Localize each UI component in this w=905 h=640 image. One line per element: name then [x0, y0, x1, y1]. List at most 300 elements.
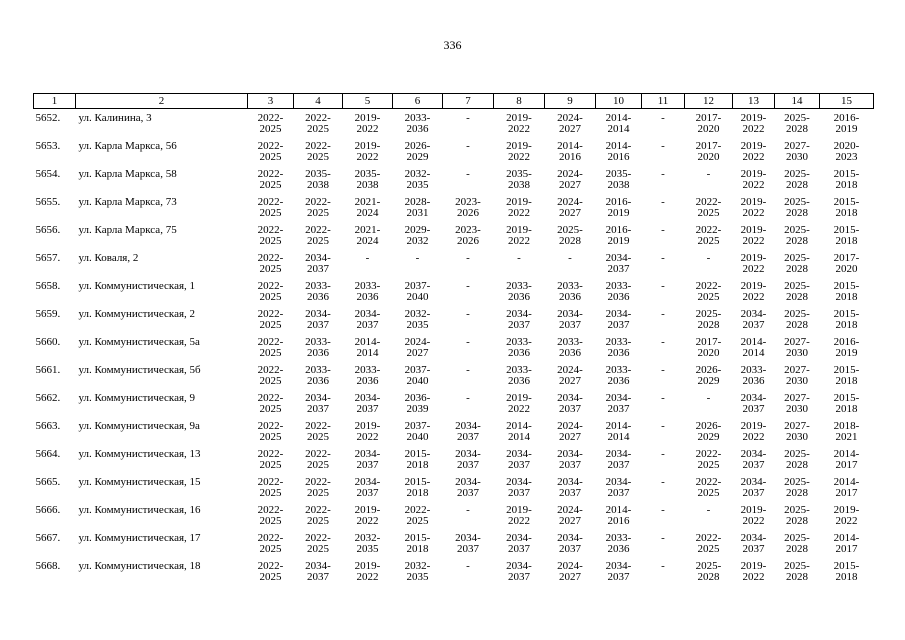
range-start: -	[365, 252, 370, 264]
range-end: 2025	[259, 262, 282, 275]
range-start: 2019-	[740, 504, 767, 516]
range-start: -	[661, 560, 665, 572]
year-range-cell	[294, 533, 343, 561]
year-range-cell	[820, 505, 874, 533]
year-range-cell	[775, 561, 820, 589]
range-start: 2025-	[695, 560, 722, 572]
range-end: 2018	[835, 206, 858, 219]
range-start: -	[466, 364, 470, 376]
range-start: 2014-	[605, 112, 632, 124]
year-range-cell	[733, 449, 775, 477]
range-start: 2014-	[506, 420, 532, 432]
range-start: 2022-	[305, 532, 331, 544]
year-range-cell	[443, 253, 494, 281]
table-row	[34, 141, 874, 169]
range-end: 2037	[607, 458, 630, 471]
range-start: 2032-	[404, 308, 431, 320]
year-range-cell	[642, 449, 685, 477]
range-end: 2026	[456, 206, 479, 219]
year-range-cell	[820, 421, 874, 449]
range-end: 2037	[507, 542, 530, 555]
range-end: 2028	[785, 458, 808, 471]
year-range-cell	[443, 561, 494, 589]
range-start: 2033-	[605, 364, 632, 376]
year-range-cell	[642, 533, 685, 561]
year-range-cell	[596, 109, 642, 142]
year-range-cell	[775, 421, 820, 449]
year-range-cell	[775, 505, 820, 533]
range-end: 2022	[742, 122, 765, 135]
range-end: 2030	[785, 346, 808, 359]
year-range-cell	[596, 309, 642, 337]
range-start: 2022-	[257, 140, 284, 152]
year-range-cell	[494, 561, 545, 589]
table-row	[34, 533, 874, 561]
range-end: 2035	[406, 570, 429, 583]
year-range-cell	[494, 197, 545, 225]
row-number: 5659.	[35, 308, 61, 320]
range-start: 2034-	[455, 420, 481, 432]
range-start: -	[661, 112, 665, 124]
year-range-cell	[393, 141, 443, 169]
year-range-cell	[642, 253, 685, 281]
row-number: 5665.	[35, 476, 61, 488]
range-start: 2025-	[557, 224, 583, 236]
range-end: 2022	[507, 234, 530, 247]
range-end: 2028	[785, 206, 808, 219]
range-start: -	[661, 196, 665, 208]
year-range-cell	[733, 337, 775, 365]
range-start: -	[706, 252, 711, 264]
range-end: 2037	[356, 486, 379, 499]
range-start: 2034-	[605, 448, 632, 460]
year-range-cell	[642, 337, 685, 365]
range-end: 2037	[607, 318, 630, 331]
range-start: 2033-	[557, 336, 583, 348]
range-start: 2034-	[506, 532, 532, 544]
range-start: 2014-	[557, 140, 583, 152]
range-end: 2028	[785, 178, 808, 191]
range-end: 2025	[306, 150, 329, 163]
range-start: 2027-	[784, 420, 810, 432]
range-end: 2036	[507, 346, 530, 359]
year-range-cell	[545, 561, 596, 589]
year-range-cell	[248, 337, 294, 365]
address-cell: ул. Коммунистическая, 2	[78, 308, 196, 320]
range-end: 2037	[306, 318, 329, 331]
range-end: 2036	[558, 346, 581, 359]
year-range-cell	[494, 533, 545, 561]
year-range-cell	[248, 505, 294, 533]
year-range-cell	[443, 197, 494, 225]
year-range-cell	[443, 169, 494, 197]
range-end: 2036	[607, 374, 630, 387]
year-range-cell	[343, 449, 393, 477]
table-row	[34, 561, 874, 589]
range-end: 2014	[356, 346, 379, 359]
range-start: 2015-	[404, 532, 431, 544]
row-number: 5658.	[35, 280, 61, 292]
range-start: 2015-	[833, 224, 860, 236]
range-end: 2022	[356, 570, 379, 583]
range-start: 2037-	[404, 364, 431, 376]
address-cell: ул. Коммунистическая, 9	[78, 392, 196, 404]
range-start: 2026-	[695, 420, 722, 432]
range-end: 2025	[406, 514, 429, 527]
range-end: 2037	[742, 542, 765, 555]
range-end: 2025	[259, 234, 282, 247]
range-end: 2022	[507, 514, 530, 527]
range-end: 2024	[356, 206, 379, 219]
year-range-cell	[393, 309, 443, 337]
range-start: 2025-	[784, 532, 810, 544]
range-start: 2014-	[833, 532, 860, 544]
range-end: 2038	[356, 178, 379, 191]
range-start: -	[661, 476, 665, 488]
range-start: 2027-	[784, 336, 810, 348]
year-range-cell	[685, 197, 733, 225]
year-range-cell	[545, 197, 596, 225]
year-range-cell	[294, 253, 343, 281]
year-range-cell	[494, 505, 545, 533]
address-cell: ул. Карла Маркса, 73	[78, 196, 177, 208]
range-end: 2028	[785, 570, 808, 583]
year-range-cell	[733, 393, 775, 421]
address-cell: ул. Коммунистическая, 1	[78, 280, 196, 292]
year-range-cell	[343, 109, 393, 142]
range-end: 2038	[507, 178, 530, 191]
range-start: -	[661, 532, 665, 544]
range-end: 2035	[406, 178, 429, 191]
range-start: 2022-	[695, 476, 722, 488]
range-start: 2033-	[506, 336, 532, 348]
range-start: 2020-	[833, 140, 860, 152]
column-header: 15	[820, 94, 874, 109]
range-start: 2034-	[305, 560, 331, 572]
range-start: 2019-	[354, 140, 381, 152]
range-end: 2014	[742, 346, 765, 359]
range-start: 2019-	[740, 420, 767, 432]
range-end: 2037	[356, 458, 379, 471]
range-start: 2022-	[257, 448, 284, 460]
range-end: 2037	[456, 458, 479, 471]
year-range-cell	[820, 449, 874, 477]
range-start: 2022-	[257, 252, 284, 264]
range-end: 2025	[697, 542, 720, 555]
year-range-cell	[393, 281, 443, 309]
range-end: 2017	[835, 458, 858, 471]
range-start: 2034-	[354, 308, 381, 320]
range-start: 2034-	[557, 532, 583, 544]
year-range-cell	[820, 197, 874, 225]
range-start: 2036-	[404, 392, 431, 404]
range-start: 2014-	[740, 336, 767, 348]
row-number: 5653.	[35, 140, 61, 152]
year-range-cell	[294, 337, 343, 365]
year-range-cell	[685, 449, 733, 477]
range-end: 2027	[558, 570, 581, 583]
range-start: -	[517, 252, 521, 264]
range-start: 2015-	[833, 392, 860, 404]
range-start: 2024-	[557, 560, 583, 572]
range-end: 2037	[558, 318, 581, 331]
range-start: 2024-	[557, 420, 583, 432]
range-start: 2022-	[305, 504, 331, 516]
range-end: 2029	[697, 430, 720, 443]
year-range-cell	[494, 421, 545, 449]
range-end: 2018	[835, 234, 858, 247]
year-range-cell	[494, 449, 545, 477]
header-row	[34, 94, 874, 109]
range-start: 2018-	[833, 420, 860, 432]
range-end: 2017	[835, 542, 858, 555]
column-header: 8	[494, 94, 545, 109]
range-end: 2018	[835, 178, 858, 191]
year-range-cell	[393, 533, 443, 561]
range-end: 2037	[742, 458, 765, 471]
range-start: 2033-	[740, 364, 767, 376]
year-range-cell	[248, 365, 294, 393]
range-end: 2018	[835, 570, 858, 583]
range-start: 2035-	[354, 168, 381, 180]
column-header: 12	[685, 94, 733, 109]
year-range-cell	[685, 533, 733, 561]
range-start: 2022-	[257, 532, 284, 544]
range-start: 2016-	[605, 196, 632, 208]
range-start: 2037-	[404, 280, 431, 292]
year-range-cell	[343, 505, 393, 533]
range-start: 2015-	[833, 168, 860, 180]
range-end: 2037	[558, 542, 581, 555]
range-end: 2022	[356, 150, 379, 163]
year-range-cell	[494, 309, 545, 337]
year-range-cell	[494, 141, 545, 169]
range-end: 2029	[406, 150, 429, 163]
range-start: 2014-	[605, 420, 632, 432]
range-end: 2037	[558, 402, 581, 415]
range-start: -	[661, 420, 665, 432]
range-start: 2019-	[506, 140, 532, 152]
year-range-cell	[775, 477, 820, 505]
range-end: 2025	[259, 318, 282, 331]
year-range-cell	[393, 477, 443, 505]
range-end: 2036	[356, 374, 379, 387]
range-start: -	[466, 252, 470, 264]
range-start: 2033-	[305, 364, 331, 376]
year-range-cell	[642, 281, 685, 309]
year-range-cell	[733, 109, 775, 142]
year-range-cell	[248, 421, 294, 449]
range-end: 2019	[607, 234, 630, 247]
year-range-cell	[545, 421, 596, 449]
range-start: 2033-	[354, 280, 381, 292]
year-range-cell	[820, 309, 874, 337]
year-range-cell	[343, 225, 393, 253]
range-start: 2032-	[404, 168, 431, 180]
range-start: 2032-	[404, 560, 431, 572]
year-range-cell	[596, 281, 642, 309]
range-end: 2036	[607, 346, 630, 359]
year-range-cell	[545, 253, 596, 281]
year-range-cell	[642, 109, 685, 142]
year-range-cell	[443, 421, 494, 449]
range-start: 2022-	[695, 448, 722, 460]
table-row	[34, 421, 874, 449]
year-range-cell	[820, 253, 874, 281]
year-range-cell	[596, 561, 642, 589]
year-range-cell	[596, 505, 642, 533]
row-number: 5666.	[35, 504, 61, 516]
year-range-cell	[393, 449, 443, 477]
range-start: 2022-	[305, 112, 331, 124]
range-end: 2037	[742, 402, 765, 415]
range-end: 2022	[742, 150, 765, 163]
range-end: 2016	[607, 150, 630, 163]
year-range-cell	[733, 533, 775, 561]
range-start: 2025-	[784, 224, 810, 236]
range-start: -	[466, 168, 470, 180]
year-range-cell	[294, 505, 343, 533]
year-range-cell	[685, 169, 733, 197]
range-end: 2025	[306, 206, 329, 219]
range-start: 2025-	[695, 308, 722, 320]
year-range-cell	[393, 561, 443, 589]
column-header: 1	[34, 94, 76, 109]
range-start: 2024-	[557, 364, 583, 376]
year-range-cell	[343, 477, 393, 505]
range-start: 2034-	[740, 308, 767, 320]
range-start: 2022-	[305, 476, 331, 488]
row-number: 5660.	[35, 336, 61, 348]
range-start: 2034-	[305, 392, 331, 404]
year-range-cell	[775, 141, 820, 169]
range-end: 2028	[558, 234, 581, 247]
range-end: 2025	[306, 514, 329, 527]
range-start: 2022-	[257, 224, 284, 236]
table-body	[34, 109, 874, 590]
year-range-cell	[343, 169, 393, 197]
year-range-cell	[343, 365, 393, 393]
range-end: 2028	[785, 290, 808, 303]
range-start: 2033-	[404, 112, 431, 124]
year-range-cell	[393, 393, 443, 421]
range-end: 2025	[697, 290, 720, 303]
year-range-cell	[820, 477, 874, 505]
range-start: 2016-	[833, 112, 860, 124]
year-range-cell	[642, 309, 685, 337]
address-cell: ул. Коммунистическая, 5а	[78, 336, 200, 348]
range-end: 2022	[742, 178, 765, 191]
year-range-cell	[775, 309, 820, 337]
range-start: 2014-	[833, 476, 860, 488]
year-range-cell	[820, 225, 874, 253]
range-start: 2019-	[740, 140, 767, 152]
year-range-cell	[596, 533, 642, 561]
range-end: 2028	[785, 486, 808, 499]
year-range-cell	[248, 477, 294, 505]
year-range-cell	[343, 197, 393, 225]
range-end: 2030	[785, 402, 808, 415]
address-cell: ул. Коммунистическая, 13	[78, 448, 201, 460]
range-start: -	[661, 448, 665, 460]
range-start: 2034-	[305, 252, 331, 264]
range-end: 2028	[697, 570, 720, 583]
year-range-cell	[596, 449, 642, 477]
range-end: 2040	[406, 290, 429, 303]
year-range-cell	[733, 281, 775, 309]
year-range-cell	[545, 365, 596, 393]
year-range-cell	[685, 477, 733, 505]
range-end: 2022	[742, 206, 765, 219]
range-start: 2015-	[833, 196, 860, 208]
range-end: 2024	[356, 234, 379, 247]
range-start: 2033-	[354, 364, 381, 376]
year-range-cell	[820, 393, 874, 421]
year-range-cell	[248, 309, 294, 337]
range-start: 2015-	[833, 364, 860, 376]
range-end: 2037	[558, 486, 581, 499]
year-range-cell	[494, 169, 545, 197]
range-end: 2036	[406, 122, 429, 135]
range-end: 2030	[785, 150, 808, 163]
year-range-cell	[820, 109, 874, 142]
range-start: 2034-	[557, 392, 583, 404]
range-end: 2027	[558, 122, 581, 135]
year-range-cell	[820, 337, 874, 365]
range-end: 2025	[306, 234, 329, 247]
range-end: 2027	[406, 346, 429, 359]
address-cell: ул. Коммунистическая, 9а	[78, 420, 200, 432]
range-start: 2022-	[257, 560, 284, 572]
range-start: -	[661, 168, 665, 180]
range-start: 2024-	[404, 336, 431, 348]
range-end: 2025	[259, 290, 282, 303]
year-range-cell	[685, 505, 733, 533]
range-end: 2022	[356, 514, 379, 527]
range-end: 2022	[507, 402, 530, 415]
range-start: -	[661, 392, 665, 404]
range-start: 2034-	[557, 308, 583, 320]
range-end: 2022	[742, 514, 765, 527]
page-number: 336	[443, 38, 462, 52]
year-range-cell	[294, 141, 343, 169]
range-end: 2018	[406, 542, 429, 555]
range-start: 2014-	[605, 140, 632, 152]
year-range-cell	[494, 253, 545, 281]
range-end: 2022	[742, 234, 765, 247]
table-row	[34, 393, 874, 421]
year-range-cell	[545, 169, 596, 197]
range-end: 2020	[697, 150, 720, 163]
year-range-cell	[642, 393, 685, 421]
year-range-cell	[443, 365, 494, 393]
year-range-cell	[685, 365, 733, 393]
range-start: 2034-	[354, 448, 381, 460]
range-start: 2033-	[506, 280, 532, 292]
year-range-cell	[443, 393, 494, 421]
year-range-cell	[248, 449, 294, 477]
range-end: 2028	[785, 318, 808, 331]
year-range-cell	[294, 477, 343, 505]
year-range-cell	[393, 109, 443, 142]
range-end: 2016	[607, 514, 630, 527]
range-end: 2025	[259, 150, 282, 163]
year-range-cell	[494, 393, 545, 421]
range-start: 2034-	[557, 476, 583, 488]
range-start: 2034-	[455, 448, 481, 460]
range-start: 2022-	[305, 224, 331, 236]
range-end: 2025	[697, 234, 720, 247]
